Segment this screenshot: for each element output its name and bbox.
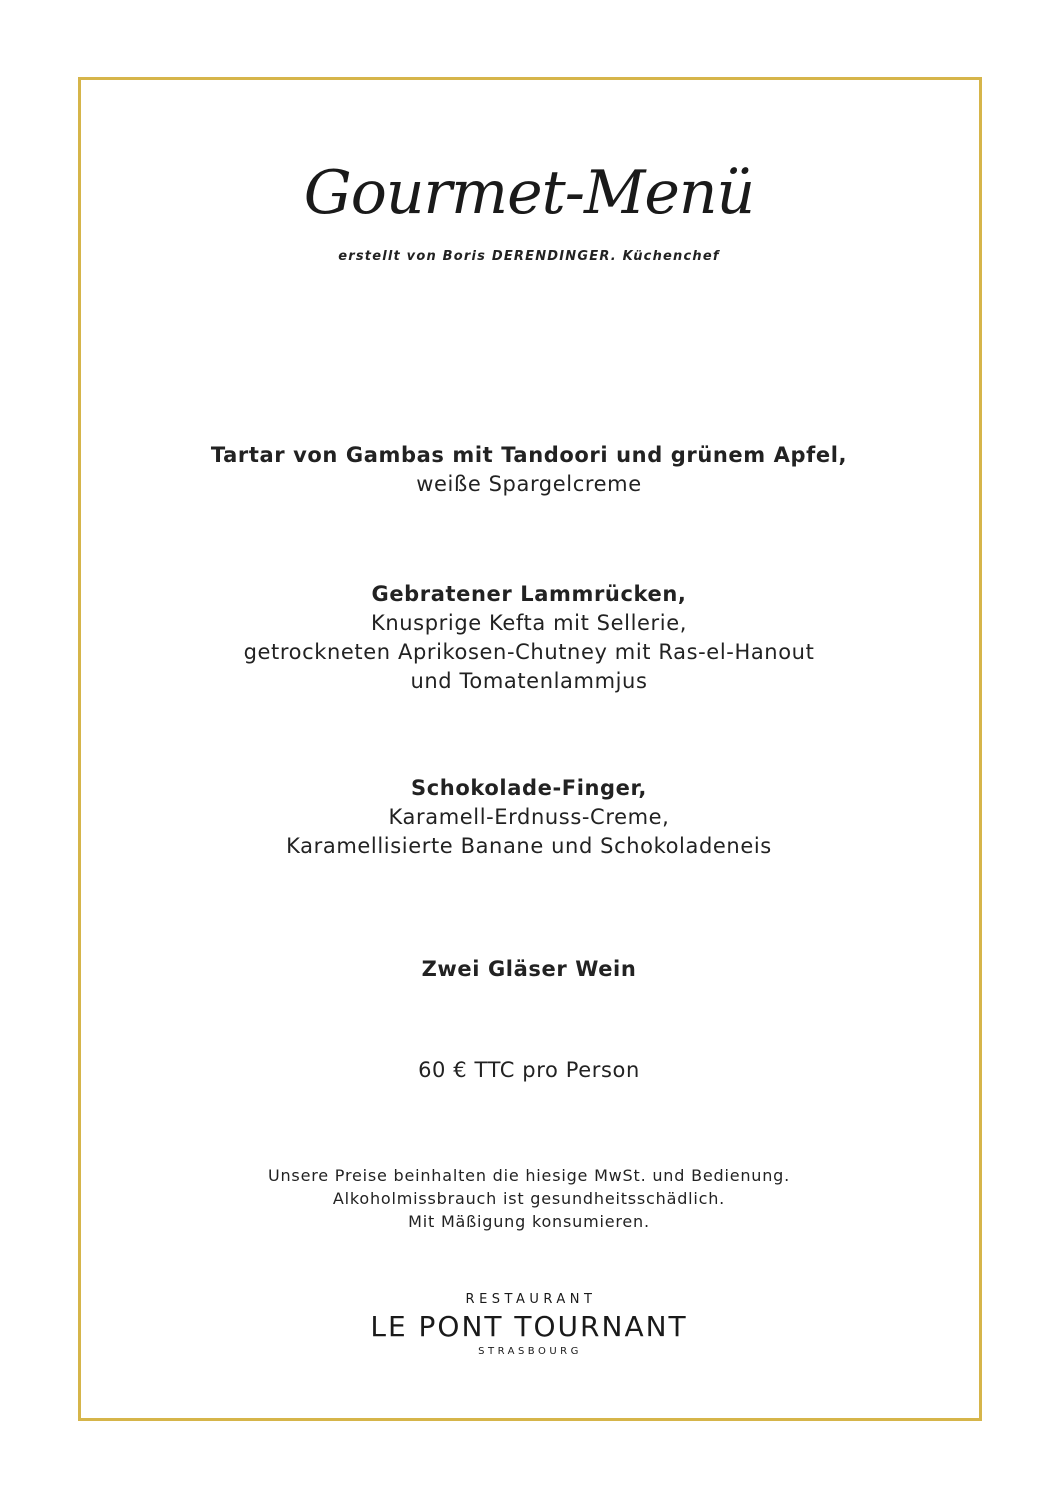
course-description-line: Karamell-Erdnuss-Creme, — [388, 805, 670, 829]
logo-top-text: RESTAURANT — [465, 1292, 597, 1307]
course-description-line: Knusprige Kefta mit Sellerie, — [370, 611, 687, 635]
logo-city: STRASBOURG — [478, 1346, 582, 1357]
course-main — [0, 580, 1058, 696]
course-name: Schokolade-Finger, — [411, 776, 647, 800]
course-name: Zwei Gläser Wein — [421, 957, 637, 981]
course-name: Tartar von Gambas mit Tandoori und grünem Apfel, — [210, 443, 848, 467]
course-description-line: getrockneten Aprikosen-Chutney mit Ras-el-Hanout — [243, 640, 815, 664]
course-description-line: und Tomatenlammjus — [410, 669, 648, 693]
course-description-line: Karamellisierte Banane und Schokoladeneis — [286, 834, 772, 858]
menu-price: 60 € TTC pro Person — [418, 1058, 640, 1082]
note-line: Unsere Preise beinhalten die hiesige MwSt. und Bedienung. — [267, 1166, 791, 1185]
course-description-line: weiße Spargelcreme — [416, 472, 642, 496]
menu-notes — [0, 1164, 1058, 1233]
restaurant-logo — [0, 1292, 1058, 1357]
note-line: Mit Mäßigung konsumieren. — [408, 1212, 650, 1231]
note-line: Alkoholmissbrauch ist gesundheitsschädlich. — [332, 1189, 726, 1208]
course-starter — [0, 441, 1058, 499]
logo-name: LE PONT TOURNANT — [370, 1310, 688, 1343]
menu-title: Gourmet-Menü — [303, 158, 755, 228]
course-dessert — [0, 774, 1058, 861]
course-wine — [0, 955, 1058, 984]
menu-subtitle: erstellt von Boris DERENDINGER. Küchenchef — [338, 249, 720, 264]
course-name: Gebratener Lammrücken, — [371, 582, 687, 606]
